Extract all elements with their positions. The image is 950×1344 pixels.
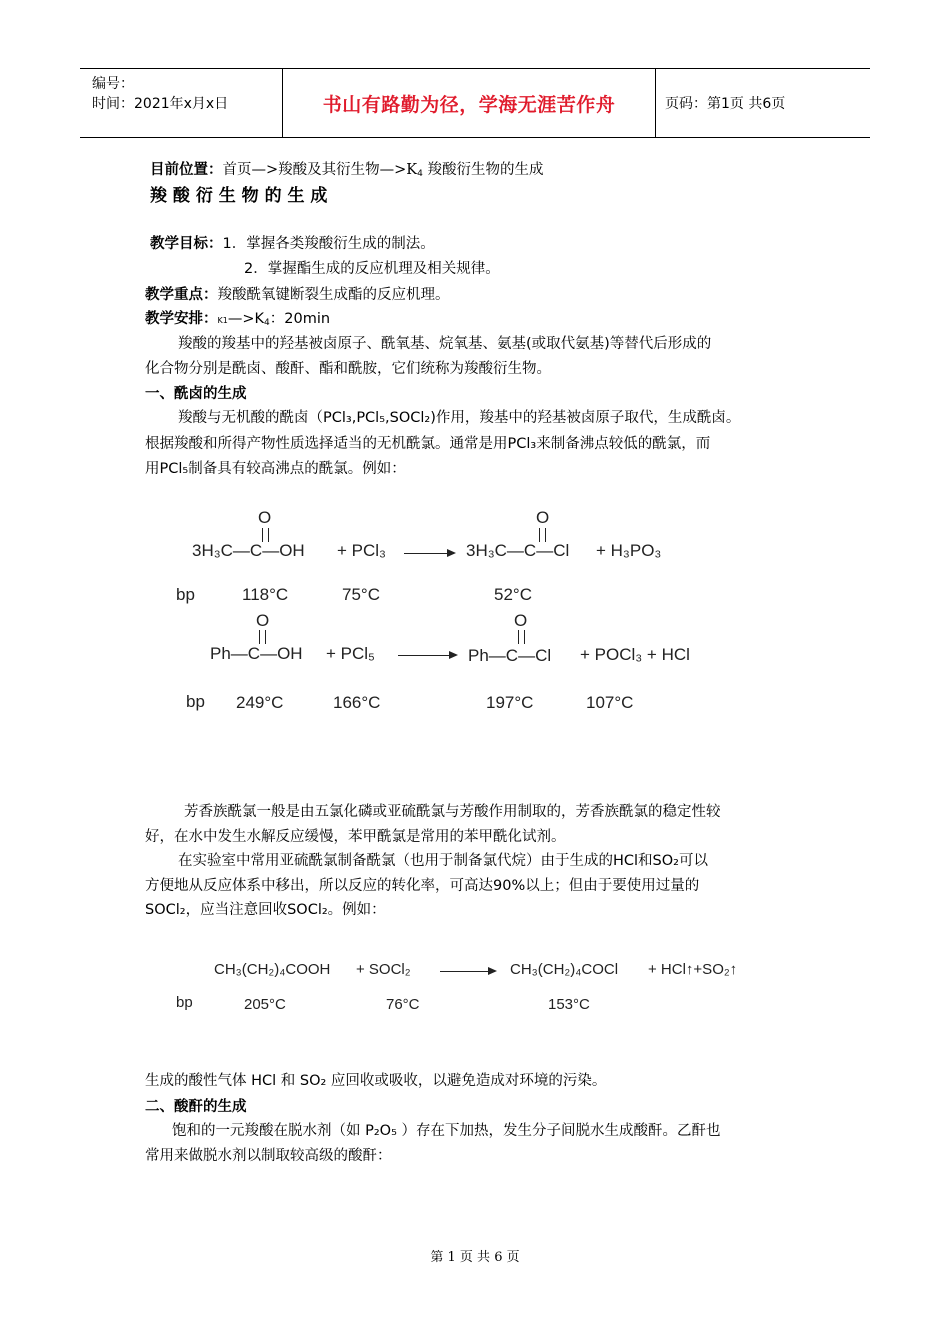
r2-reagent: + PCl₅ xyxy=(326,644,375,663)
header-motto-cell xyxy=(282,69,656,137)
r1-bp-2: 75°C xyxy=(342,585,380,604)
s1-p2-line-1: 芳香族酰氯一般是由五氯化磷或亚硫酰氯与芳酸作用制取的，芳香族酰氯的稳定性较 xyxy=(184,804,721,820)
r3-bp-3: 153°C xyxy=(548,996,590,1013)
goals-label: 教学目标： xyxy=(150,236,223,252)
focus xyxy=(145,285,450,305)
r1-carbonyl-o-2: O xyxy=(536,508,550,527)
intro-line-1: 羧酸的羧基中的羟基被卤原子、酰氧基、烷氧基、氨基(或取代氨基)等替代后形成的 xyxy=(178,336,712,352)
r1-double-bond-2 xyxy=(539,528,546,542)
schedule xyxy=(145,309,330,333)
section-1-heading: 一、酰卤的生成 xyxy=(145,386,247,402)
r1-arrow xyxy=(404,553,454,554)
focus-label: 教学重点： xyxy=(145,287,218,303)
s1-p2-line-2: 好，在水中发生水解反应缓慢，苯甲酰氯是常用的苯甲酰化试剂。 xyxy=(145,829,566,845)
schedule-k4: 4 xyxy=(264,318,270,328)
goal-item-1: 1．掌握各类羧酸衍生成的制法。 xyxy=(222,236,435,252)
section-2-heading: 二、酸酐的生成 xyxy=(145,1099,247,1115)
r2-double-bond-2 xyxy=(518,630,525,644)
r2-bp-4: 107°C xyxy=(586,693,634,712)
r3-bp-1: 205°C xyxy=(244,996,286,1013)
r1-byproduct: + H₃PO₃ xyxy=(596,541,662,560)
r2-double-bond-1 xyxy=(259,630,266,644)
r1-reagent: + PCl₃ xyxy=(337,541,386,560)
breadcrumb-label: 目前位置： xyxy=(150,162,223,178)
s2-line-2: 常用来做脱水剂以制取较高级的酸酐： xyxy=(145,1148,392,1164)
r1-carbonyl-o-1: O xyxy=(258,508,272,527)
r2-bp-label: bp xyxy=(186,692,205,711)
r2-product: Ph—C—Cl xyxy=(468,646,552,665)
s1-p1-line-2: 根据羧酸和所得产物性质选择适当的无机酰氯。通常是用PCl₃来制备沸点较低的酰氯，而 xyxy=(145,436,711,452)
r1-product: 3H₃C—C—Cl xyxy=(466,541,570,560)
r3-byproduct: + HCl↑+SO₂↑ xyxy=(648,961,738,978)
r2-carbonyl-o-1: O xyxy=(256,611,270,630)
breadcrumb-tail: 羧酸衍生物的生成 xyxy=(427,162,544,178)
r2-reactant: Ph—C—OH xyxy=(210,644,303,663)
r3-bp-2: 76°C xyxy=(386,996,420,1013)
r2-bp-3: 197°C xyxy=(486,693,534,712)
r3-arrow xyxy=(440,971,495,972)
intro-line-2: 化合物分别是酰卤、酸酐、酯和酰胺，它们统称为羧酸衍生物。 xyxy=(145,361,551,377)
code-label: 编号： xyxy=(92,76,134,92)
s1-p1-line-1: 羧酸与无机酸的酰卤（PCl₃,PCl₅,SOCl₂)作用，羧基中的羟基被卤原子取代，生成酰卤。 xyxy=(178,410,741,426)
schedule-label: 教学安排： xyxy=(145,311,218,327)
s1-p3-line-3: SOCl₂，应当注意回收SOCl₂。例如： xyxy=(145,902,386,918)
s1-p1-line-3: 用PCl₅制备具有较高沸点的酰氯。例如： xyxy=(145,461,406,477)
page-code: 页码：第1页 共6页 xyxy=(665,96,786,112)
r2-byproduct: + POCl₃ + HCl xyxy=(580,645,690,664)
schedule-time: ：20min xyxy=(269,311,331,327)
r1-double-bond-1 xyxy=(262,528,269,542)
schedule-mid: —>K xyxy=(227,311,265,327)
goals xyxy=(150,234,435,254)
breadcrumb xyxy=(150,160,543,184)
r1-bp-1: 118°C xyxy=(242,585,289,604)
r2-bp-1: 249°C xyxy=(236,693,284,712)
breadcrumb-sub: 4 xyxy=(417,169,423,179)
r3-reagent: + SOCl₂ xyxy=(356,961,411,978)
r2-bp-2: 166°C xyxy=(333,693,381,712)
r1-bp-label: bp xyxy=(176,585,195,604)
s2-line-1: 饱和的一元羧酸在脱水剂（如 P₂O₅ ）存在下加热，发生分子间脱水生成酸酐。乙酐也 xyxy=(172,1123,721,1139)
document-header xyxy=(80,68,870,138)
header-page-cell xyxy=(655,69,870,137)
r3-bp-label: bp xyxy=(176,994,193,1011)
focus-text: 羧酸酰氧键断裂生成酯的反应机理。 xyxy=(217,287,450,303)
s1-p3-line-1: 在实验室中常用亚硫酰氯制备酰氯（也用于制备氯代烷）由于生成的HCl和SO₂可以 xyxy=(178,853,708,869)
schedule-k1: K1 xyxy=(217,316,228,325)
goal-item-2: 2．掌握酯生成的反应机理及相关规律。 xyxy=(244,261,500,277)
time-label: 时间：2021年x月x日 xyxy=(92,96,229,112)
r1-bp-3: 52°C xyxy=(494,585,532,604)
r3-product: CH₃(CH₂)₄COCl xyxy=(510,961,619,978)
motto: 书山有路勤为径，学海无涯苦作舟 xyxy=(322,93,616,116)
breadcrumb-path: 首页—>羧酸及其衍生物—>K xyxy=(222,162,418,178)
r2-carbonyl-o-2: O xyxy=(514,611,528,630)
r3-reactant: CH₃(CH₂)₄COOH xyxy=(214,961,331,978)
s1-p4: 生成的酸性气体 HCl 和 SO₂ 应回收或吸收，以避免造成对环境的污染。 xyxy=(145,1073,607,1089)
r2-arrow xyxy=(398,655,456,656)
s1-p3-line-2: 方便地从反应体系中移出，所以反应的转化率，可高达90%以上；但由于要使用过量的 xyxy=(145,878,700,894)
header-meta xyxy=(80,69,282,137)
page-title: 羧 酸 衍 生 物 的 生 成 xyxy=(150,186,328,206)
r1-reactant: 3H₃C—C—OH xyxy=(192,541,305,560)
page-footer: 第 1 页 共 6 页 xyxy=(430,1250,520,1265)
